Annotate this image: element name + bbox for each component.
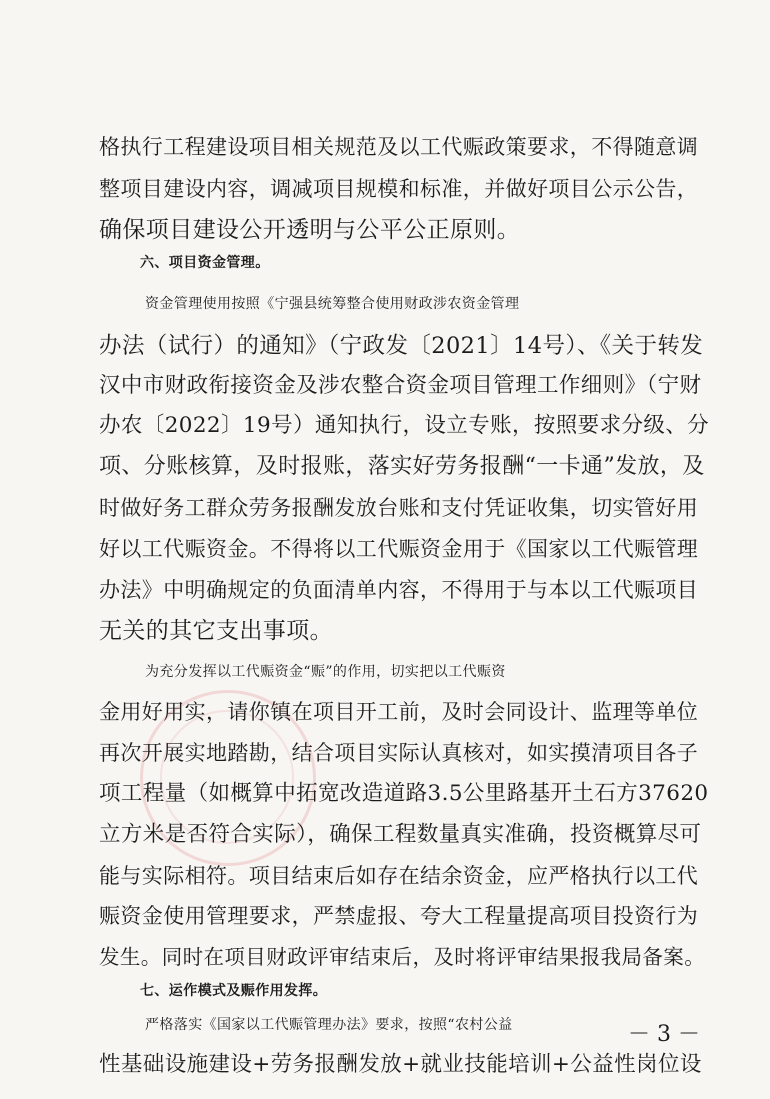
body-line-17: 项工程量（如概算中拓宽改造道路3.5公里路基开土石方37620: [99, 781, 709, 806]
section-heading-7: 七、运作模式及赈作用发挥。: [140, 983, 328, 999]
body-line-3: 确保项目建设公开透明与公平公正原则。: [99, 217, 521, 243]
body-line-14: 为充分发挥以工代赈资金“赈”的作用，切实把以工代赈资: [145, 664, 506, 680]
body-line-1: 格执行工程建设项目相关规范及以工代赈政策要求，不得随意调: [99, 135, 699, 159]
body-line-2: 整项目建设内容，调减项目规模和标准，并做好项目公示公告，: [99, 177, 699, 201]
body-line-12: 办法》中明确规定的负面清单内容，不得用于与本以工代赈项目: [99, 578, 699, 602]
body-line-9: 项、分账核算，及时报账，落实好劳务报酬“一卡通”发放，及: [99, 454, 705, 479]
body-line-24: 性基础设施建设+劳务报酬发放+就业技能培训+公益性岗位设: [99, 1052, 702, 1077]
body-line-23: 严格落实《国家以工代赈管理办法》要求，按照“农村公益: [145, 1017, 513, 1033]
body-line-20: 赈资金使用管理要求，严禁虚报、夸大工程量提高项目投资行为: [99, 904, 699, 928]
body-line-21: 发生。同时在项目财政评审结束后，及时将评审结果报我局备案。: [99, 945, 706, 969]
page-number: － 3 －: [628, 1022, 700, 1047]
body-line-7: 汉中市财政衔接资金及涉农整合资金项目管理工作细则》（宁财: [99, 373, 702, 398]
section-heading-6: 六、项目资金管理。: [140, 255, 270, 271]
body-line-5: 资金管理使用按照《宁强县统筹整合使用财政涉农资金管理: [145, 296, 520, 312]
body-line-10: 时做好务工群众劳务报酬发放台账和支付凭证收集，切实管好用: [99, 496, 699, 520]
body-line-13: 无关的其它支出事项。: [99, 618, 333, 644]
body-line-16: 再次开展实地踏勘，结合项目实际认真核对，如实摸清项目各子: [99, 741, 699, 765]
body-line-11: 好以工代赈资金。不得将以工代赈资金用于《国家以工代赈管理: [99, 537, 699, 561]
body-line-6: 办法（试行）的通知》（宁政发〔2021〕14号）、《关于转发: [99, 333, 704, 359]
body-line-19: 能与实际相符。项目结束后如存在结余资金，应严格执行以工代: [99, 864, 699, 888]
body-line-18: 立方米是否符合实际），确保工程数量真实准确，投资概算尽可: [99, 822, 702, 847]
body-line-8: 办农〔2022〕19号）通知执行，设立专账，按照要求分级、分: [99, 413, 710, 438]
body-line-15: 金用好用实，请你镇在项目开工前，及时会同设计、监理等单位: [99, 700, 699, 724]
